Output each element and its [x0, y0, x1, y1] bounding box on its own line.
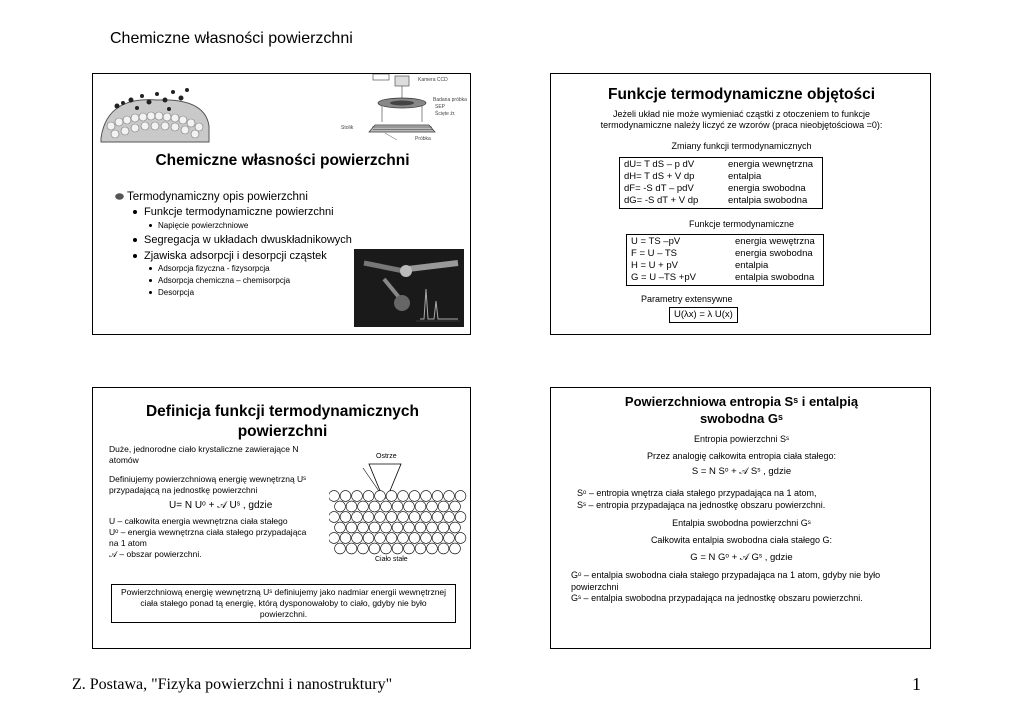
name-cell: entalpia swobodna	[735, 272, 815, 283]
slide-title: Chemiczne własności powierzchni	[155, 152, 410, 169]
page-number: 1	[912, 674, 921, 694]
atom	[358, 522, 369, 533]
diagram-label-camera: Kamera CCD	[418, 77, 448, 83]
atom	[369, 522, 380, 533]
atom	[404, 543, 415, 554]
def-energy-per-atom: Uᵒ – energia wewnętrzna ciała stałego przypadająca na 1 atom	[109, 527, 307, 548]
name-cell: energia swobodna	[735, 248, 813, 259]
atom	[409, 491, 420, 502]
atom	[421, 512, 432, 523]
atom	[381, 543, 392, 554]
atom	[415, 543, 426, 554]
atom	[369, 543, 380, 554]
changes-row	[624, 195, 818, 207]
atom	[409, 512, 420, 523]
eq-cell: G = U –TS +pV	[631, 272, 696, 283]
entropy-header: Entropia powierzchni Sˢ	[693, 434, 790, 444]
atom	[358, 501, 369, 512]
entropy-def-bulk: Sᵒ – entropia wnętrza ciała stałego przypadająca na 1 atom,	[577, 488, 817, 498]
page-footer: Z. Postawa, "Fizyka powierzchni i nanostruktury"	[72, 676, 393, 693]
bullet-l3	[149, 287, 194, 298]
name-cell: entalpia	[728, 171, 762, 182]
slide-volume-thermo-functions	[550, 73, 931, 335]
bullet-text: Funkcje termodynamiczne powierzchni	[144, 206, 334, 218]
atom	[421, 533, 432, 544]
atom	[392, 522, 403, 533]
diagram-label-sample: Badana próbka	[433, 97, 467, 103]
atom	[450, 501, 461, 512]
atom	[455, 491, 466, 502]
atom	[381, 501, 392, 512]
atom	[346, 522, 357, 533]
dot-bullet-icon	[149, 279, 152, 282]
functions-row	[631, 272, 819, 284]
title-line: powierzchni	[237, 423, 328, 440]
atom	[444, 533, 455, 544]
atom	[398, 512, 409, 523]
name-cell: energia wewętrzna	[735, 236, 815, 247]
atom	[346, 501, 357, 512]
atom	[358, 543, 369, 554]
atom	[386, 512, 397, 523]
bullet-text: Adsorpcja chemiczna – chemisorpcja	[158, 276, 291, 285]
title-line: Powierzchniowa entropia Sˢ i entalpią	[624, 394, 859, 409]
diagram-label-stage: Stolik	[341, 125, 354, 131]
atom	[438, 501, 449, 512]
atom	[404, 522, 415, 533]
crystal-lattice-diagram	[329, 462, 469, 564]
bullet-l2	[133, 233, 352, 247]
atom	[386, 533, 397, 544]
changes-row	[624, 183, 818, 195]
bullet-text: Zjawiska adsorpcji i desorpcji cząstek	[144, 250, 327, 262]
extensive-equation: U(λx) = λ U(x)	[669, 307, 738, 323]
def-total-energy: U – całkowita energia wewnętrzna ciała stałego	[109, 516, 288, 526]
functions-table	[626, 234, 824, 286]
enthalpy-def-bulk: Gᵒ – entalpia swobodna ciała stałego przypadająca na 1 atom, gdyby nie było powierzchni	[571, 570, 881, 592]
functions-row	[631, 236, 819, 248]
dot-bullet-icon	[149, 267, 152, 270]
atom	[340, 491, 351, 502]
entropy-def-surface: Sˢ – entropia przypadająca na jednostkę obszaru powierzchni.	[577, 500, 826, 510]
def-area: 𝒜 – obszar powierzchni.	[109, 549, 202, 559]
entropy-equation: S = N Sᵒ + 𝒜 Sˢ , gdzie	[691, 466, 792, 477]
surface-energy-definition-box: Powierzchniową energię wewnętrzną Uˢ definiujemy jako nadmiar energii wewnętrznej ciała stałego ponad tą energię, którą dysponowałoby to ciało, gdyby nie było powierzchni.	[111, 584, 456, 623]
surface-energy-equation: U= N Uᵒ + 𝒜 Uˢ , gdzie	[169, 500, 273, 511]
atom	[450, 522, 461, 533]
changes-table	[619, 157, 823, 209]
changes-row	[624, 171, 818, 183]
bullet-l1	[115, 190, 308, 204]
atom	[375, 533, 386, 544]
name-cell: energia wewnętrzna	[728, 159, 814, 170]
atom	[369, 501, 380, 512]
slide-surface-entropy-enthalpy	[550, 387, 931, 649]
atom	[363, 533, 374, 544]
atom	[398, 491, 409, 502]
bullet-l2	[133, 205, 334, 219]
eq-cell: dG= -S dT + V dp	[624, 195, 699, 206]
eq-cell: dF= -S dT – pdV	[624, 183, 694, 194]
atom	[432, 491, 443, 502]
atom	[363, 512, 374, 523]
atom	[450, 543, 461, 554]
bullet-l3	[149, 220, 248, 231]
atom	[421, 491, 432, 502]
atom	[340, 533, 351, 544]
page-header: Chemiczne własności powierzchni	[110, 30, 353, 47]
atom	[455, 512, 466, 523]
label-tip: Ostrze	[376, 453, 397, 460]
atom	[329, 512, 339, 523]
surface-adsorption-image	[97, 76, 215, 146]
bullet-l3	[149, 275, 290, 286]
diagram-label-sep: SEP	[435, 104, 446, 110]
atom	[432, 533, 443, 544]
bullet-l2	[133, 249, 327, 263]
functions-row	[631, 248, 819, 260]
name-cell: entalpia swobodna	[728, 195, 808, 206]
atom	[375, 491, 386, 502]
atom	[432, 512, 443, 523]
apparatus-diagram	[337, 73, 471, 144]
atom	[329, 491, 339, 502]
para-solid-body: Duże, jednorodne ciało krystaliczne zawierające N atomów	[109, 444, 299, 465]
atom	[329, 533, 339, 544]
dot-bullet-icon	[149, 224, 152, 227]
atom	[409, 533, 420, 544]
atom	[404, 501, 415, 512]
dot-bullet-icon	[133, 210, 137, 214]
dot-bullet-icon	[133, 254, 137, 258]
atom	[375, 512, 386, 523]
atom	[352, 512, 363, 523]
slide-title	[93, 402, 471, 442]
atom	[335, 522, 346, 533]
slide-surface-thermo-definition	[92, 387, 471, 649]
para-definition: Definiujemy powierzchniową energię wewnętrzną Uˢ przypadającą na jednostkę powierzchni	[109, 474, 307, 495]
eq-cell: H = U + pV	[631, 260, 678, 271]
diagram-label-source: Ścięte źr.	[435, 111, 456, 117]
atom	[381, 522, 392, 533]
atom	[444, 512, 455, 523]
atom	[398, 533, 409, 544]
functions-header: Funkcje termodynamiczne	[688, 219, 795, 229]
enthalpy-equation: G = N Gᵒ + 𝒜 Gˢ , gdzie	[690, 552, 793, 563]
experiment-photo	[354, 249, 464, 327]
atom	[340, 512, 351, 523]
atom	[455, 533, 466, 544]
atom	[392, 543, 403, 554]
enthalpy-header: Entalpia swobodna powierzchni Gˢ	[672, 518, 811, 528]
atom	[346, 543, 357, 554]
slide-title: Funkcje termodynamiczne objętości	[607, 86, 875, 103]
title-line: swobodna Gˢ	[700, 411, 783, 426]
bullet-text: Adsorpcja fizyczna - fizysorpcja	[158, 264, 270, 273]
slide-surface-chemistry	[92, 73, 471, 335]
atom	[415, 501, 426, 512]
dot-bullet-icon	[149, 291, 152, 294]
bullet-text: Termodynamiczny opis powierzchni	[127, 191, 308, 203]
extensive-header: Parametry extensywne	[641, 294, 733, 304]
changes-header: Zmiany funkcji termodynamicznych	[671, 141, 812, 151]
bullet-text: Napięcie powierzchniowe	[158, 221, 249, 230]
atom	[438, 543, 449, 554]
functions-row	[631, 260, 819, 272]
bullet-text: Segregacja w układach dwuskładnikowych	[144, 234, 352, 246]
atom	[335, 543, 346, 554]
enthalpy-total: Całkowita entalpia swobodna ciała stałego G:	[650, 535, 833, 545]
dot-bullet-icon	[133, 238, 137, 242]
name-cell: entalpia	[735, 260, 769, 271]
atom	[427, 501, 438, 512]
intro-line-1: Jeżeli układ nie może wymieniać cząstki z otoczeniem to funkcje	[612, 109, 871, 119]
slide-title	[551, 393, 931, 427]
diagram-label-specimen: Próbka	[415, 136, 431, 142]
atom	[386, 491, 397, 502]
eq-cell: F = U – TS	[631, 248, 678, 259]
atom	[427, 522, 438, 533]
atom	[415, 522, 426, 533]
bullet-text: Desorpcja	[158, 288, 195, 297]
eq-cell: dU= T dS – p dV	[624, 159, 695, 170]
atom	[444, 491, 455, 502]
enthalpy-def-surface: Gˢ – entalpia swobodna przypadająca na jednostkę obszaru powierzchni.	[571, 593, 863, 603]
eq-cell: U = TS –pV	[631, 236, 681, 247]
title-line: Definicja funkcji termodynamicznych	[145, 403, 420, 420]
atom	[438, 522, 449, 533]
intro-line-2: termodynamiczne należy liczyć ze wzorów (praca nieobjętościowa =0):	[600, 120, 883, 130]
label-solid: Ciało stałe	[375, 556, 408, 563]
atom	[363, 491, 374, 502]
name-cell: energia swobodna	[728, 183, 806, 194]
entropy-analogy: Przez analogię całkowita entropia ciała stałego:	[646, 451, 837, 461]
atom	[335, 501, 346, 512]
atom	[392, 501, 403, 512]
atom	[427, 543, 438, 554]
changes-row	[624, 159, 818, 171]
atom	[352, 491, 363, 502]
ellipse-bullet-icon	[115, 193, 124, 200]
atom	[352, 533, 363, 544]
bullet-l3	[149, 263, 270, 274]
eq-cell: dH= T dS + V dp	[624, 171, 695, 182]
